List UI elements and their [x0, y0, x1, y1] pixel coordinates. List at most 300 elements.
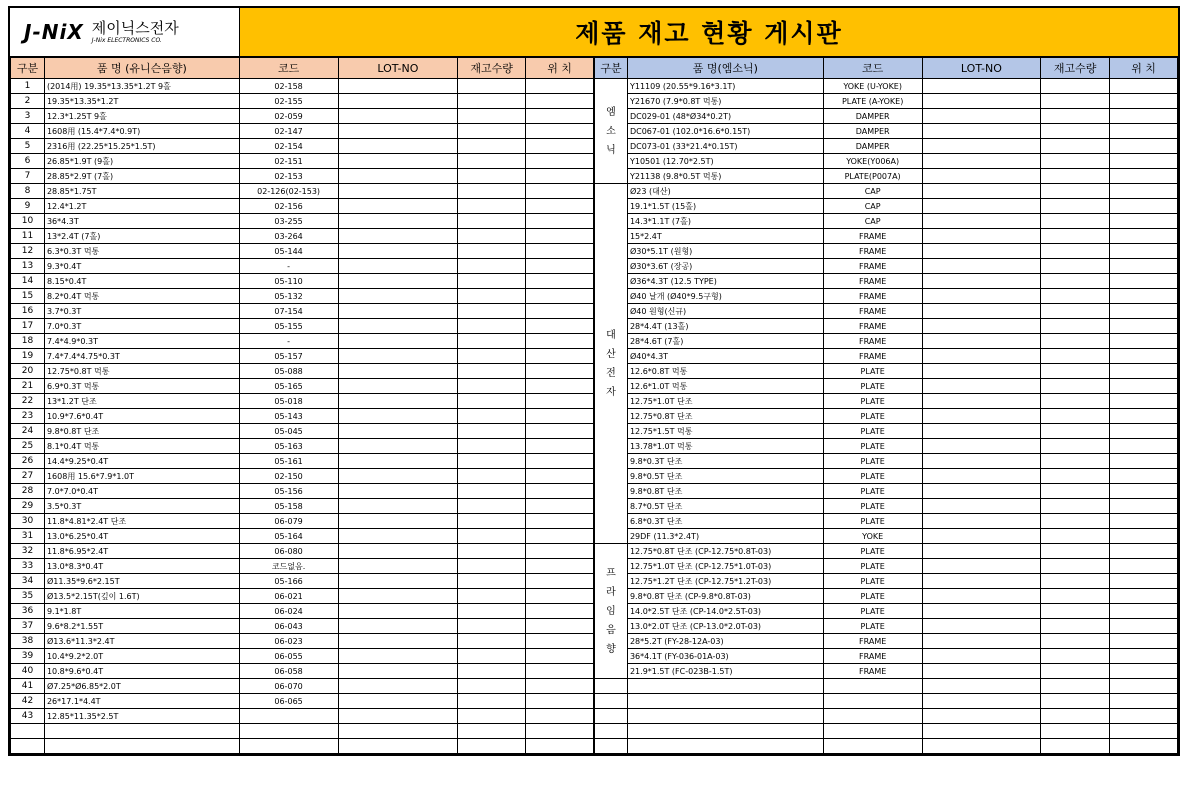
- location-cell[interactable]: [1110, 724, 1178, 739]
- stock-qty-cell[interactable]: [458, 589, 526, 604]
- location-cell[interactable]: [526, 229, 594, 244]
- stock-qty-cell[interactable]: [1041, 424, 1110, 439]
- lot-no-cell[interactable]: [338, 229, 458, 244]
- lot-no-cell[interactable]: [338, 619, 458, 634]
- location-cell[interactable]: [1110, 124, 1178, 139]
- location-cell[interactable]: [526, 184, 594, 199]
- stock-qty-cell[interactable]: [458, 379, 526, 394]
- stock-qty-cell[interactable]: [1041, 499, 1110, 514]
- stock-qty-cell[interactable]: [1041, 259, 1110, 274]
- lot-no-cell[interactable]: [922, 349, 1041, 364]
- location-cell[interactable]: [526, 424, 594, 439]
- row-number: 18: [11, 334, 45, 349]
- location-cell[interactable]: [526, 394, 594, 409]
- stock-qty-cell[interactable]: [458, 274, 526, 289]
- location-cell[interactable]: [1110, 469, 1178, 484]
- stock-qty-cell[interactable]: [1041, 619, 1110, 634]
- location-cell[interactable]: [1110, 634, 1178, 649]
- stock-qty-cell[interactable]: [458, 604, 526, 619]
- location-cell[interactable]: [1110, 544, 1178, 559]
- lot-no-cell[interactable]: [338, 679, 458, 694]
- lot-no-cell[interactable]: [922, 199, 1041, 214]
- stock-qty-cell[interactable]: [458, 154, 526, 169]
- stock-qty-cell[interactable]: [1041, 199, 1110, 214]
- stock-qty-cell[interactable]: [458, 259, 526, 274]
- stock-qty-cell[interactable]: [1041, 79, 1110, 94]
- location-cell[interactable]: [526, 379, 594, 394]
- lot-no-cell[interactable]: [922, 439, 1041, 454]
- lot-no-cell[interactable]: [922, 304, 1041, 319]
- stock-qty-cell[interactable]: [458, 79, 526, 94]
- lot-no-cell[interactable]: [922, 184, 1041, 199]
- lot-no-cell[interactable]: [922, 154, 1041, 169]
- stock-qty-cell[interactable]: [1041, 289, 1110, 304]
- location-cell[interactable]: [526, 259, 594, 274]
- location-cell[interactable]: [1110, 649, 1178, 664]
- table-row: [595, 289, 1178, 304]
- lot-no-cell[interactable]: [338, 664, 458, 679]
- location-cell[interactable]: [1110, 274, 1178, 289]
- location-cell[interactable]: [526, 199, 594, 214]
- location-cell[interactable]: [526, 409, 594, 424]
- lot-no-cell[interactable]: [338, 424, 458, 439]
- stock-qty-cell[interactable]: [458, 484, 526, 499]
- lot-no-cell[interactable]: [922, 559, 1041, 574]
- stock-qty-cell[interactable]: [1041, 304, 1110, 319]
- stock-qty-cell[interactable]: [458, 529, 526, 544]
- location-cell[interactable]: [1110, 739, 1178, 754]
- stock-qty-cell[interactable]: [458, 229, 526, 244]
- location-cell[interactable]: [526, 289, 594, 304]
- row-number: 23: [11, 409, 45, 424]
- lot-no-cell[interactable]: [338, 559, 458, 574]
- location-cell[interactable]: [526, 439, 594, 454]
- left-col-stock-qty: 재고수량: [458, 58, 526, 79]
- lot-no-cell[interactable]: [338, 379, 458, 394]
- location-cell[interactable]: [1110, 229, 1178, 244]
- group-label: [595, 709, 628, 724]
- stock-qty-cell[interactable]: [458, 199, 526, 214]
- location-cell[interactable]: [526, 664, 594, 679]
- location-cell[interactable]: [526, 109, 594, 124]
- lot-no-cell[interactable]: [922, 679, 1041, 694]
- stock-qty-cell[interactable]: [458, 214, 526, 229]
- product-name: 26.85*1.9T (9홀): [44, 154, 239, 169]
- stock-qty-cell[interactable]: [458, 424, 526, 439]
- location-cell[interactable]: [1110, 184, 1178, 199]
- stock-qty-cell[interactable]: [1041, 394, 1110, 409]
- lot-no-cell[interactable]: [338, 154, 458, 169]
- lot-no-cell[interactable]: [922, 169, 1041, 184]
- stock-qty-cell[interactable]: [458, 304, 526, 319]
- location-cell[interactable]: [526, 244, 594, 259]
- product-name: 1608用 15.6*7.9*1.0T: [44, 469, 239, 484]
- lot-no-cell[interactable]: [922, 724, 1041, 739]
- lot-no-cell[interactable]: [338, 739, 458, 754]
- lot-no-cell[interactable]: [922, 694, 1041, 709]
- stock-qty-cell[interactable]: [1041, 379, 1110, 394]
- stock-qty-cell[interactable]: [458, 514, 526, 529]
- stock-qty-cell[interactable]: [458, 709, 526, 724]
- stock-qty-cell[interactable]: [1041, 694, 1110, 709]
- location-cell[interactable]: [526, 364, 594, 379]
- location-cell[interactable]: [1110, 499, 1178, 514]
- location-cell[interactable]: [526, 169, 594, 184]
- location-cell[interactable]: [1110, 379, 1178, 394]
- stock-qty-cell[interactable]: [458, 454, 526, 469]
- product-name: Ø13.6*11.3*2.4T: [44, 634, 239, 649]
- stock-qty-cell[interactable]: [458, 349, 526, 364]
- stock-qty-cell[interactable]: [1041, 439, 1110, 454]
- location-cell[interactable]: [1110, 604, 1178, 619]
- lot-no-cell[interactable]: [338, 274, 458, 289]
- location-cell[interactable]: [1110, 214, 1178, 229]
- lot-no-cell[interactable]: [922, 94, 1041, 109]
- location-cell[interactable]: [526, 274, 594, 289]
- stock-qty-cell[interactable]: [458, 289, 526, 304]
- location-cell[interactable]: [526, 529, 594, 544]
- location-cell[interactable]: [1110, 94, 1178, 109]
- table-row: [595, 274, 1178, 289]
- stock-qty-cell[interactable]: [1041, 724, 1110, 739]
- stock-qty-cell[interactable]: [1041, 244, 1110, 259]
- table-row: [11, 319, 594, 334]
- location-cell[interactable]: [526, 514, 594, 529]
- lot-no-cell[interactable]: [338, 499, 458, 514]
- location-cell[interactable]: [526, 574, 594, 589]
- stock-qty-cell[interactable]: [1041, 139, 1110, 154]
- lot-no-cell[interactable]: [922, 139, 1041, 154]
- lot-no-cell[interactable]: [922, 469, 1041, 484]
- group-label: [595, 679, 628, 694]
- stock-qty-cell[interactable]: [1041, 334, 1110, 349]
- location-cell[interactable]: [1110, 589, 1178, 604]
- location-cell[interactable]: [1110, 439, 1178, 454]
- stock-qty-cell[interactable]: [1041, 514, 1110, 529]
- location-cell[interactable]: [1110, 619, 1178, 634]
- location-cell[interactable]: [526, 349, 594, 364]
- location-cell[interactable]: [526, 604, 594, 619]
- lot-no-cell[interactable]: [922, 319, 1041, 334]
- stock-qty-cell[interactable]: [458, 439, 526, 454]
- location-cell[interactable]: [1110, 424, 1178, 439]
- location-cell[interactable]: [1110, 664, 1178, 679]
- stock-qty-cell[interactable]: [458, 559, 526, 574]
- lot-no-cell[interactable]: [922, 484, 1041, 499]
- location-cell[interactable]: [526, 709, 594, 724]
- lot-no-cell[interactable]: [922, 664, 1041, 679]
- location-cell[interactable]: [526, 739, 594, 754]
- location-cell[interactable]: [526, 139, 594, 154]
- location-cell[interactable]: [526, 499, 594, 514]
- table-row: [595, 169, 1178, 184]
- table-row: [11, 394, 594, 409]
- location-cell[interactable]: [1110, 694, 1178, 709]
- stock-qty-cell[interactable]: [458, 364, 526, 379]
- stock-qty-cell[interactable]: [1041, 574, 1110, 589]
- stock-qty-cell[interactable]: [458, 664, 526, 679]
- lot-no-cell[interactable]: [338, 349, 458, 364]
- table-row: [595, 304, 1178, 319]
- location-cell[interactable]: [1110, 679, 1178, 694]
- lot-no-cell[interactable]: [338, 574, 458, 589]
- location-cell[interactable]: [526, 214, 594, 229]
- table-row: [11, 334, 594, 349]
- lot-no-cell[interactable]: [338, 484, 458, 499]
- stock-qty-cell[interactable]: [458, 109, 526, 124]
- location-cell[interactable]: [526, 79, 594, 94]
- lot-no-cell[interactable]: [922, 289, 1041, 304]
- lot-no-cell[interactable]: [338, 94, 458, 109]
- lot-no-cell[interactable]: [922, 364, 1041, 379]
- stock-qty-cell[interactable]: [1041, 709, 1110, 724]
- group-label-text: 대산전자: [606, 329, 616, 398]
- lot-no-cell[interactable]: [922, 274, 1041, 289]
- location-cell[interactable]: [1110, 364, 1178, 379]
- lot-no-cell[interactable]: [922, 244, 1041, 259]
- lot-no-cell[interactable]: [338, 184, 458, 199]
- stock-qty-cell[interactable]: [1041, 109, 1110, 124]
- product-name: 7.4*7.4*4.75*0.3T: [44, 349, 239, 364]
- lot-no-cell[interactable]: [922, 79, 1041, 94]
- lot-no-cell[interactable]: [338, 439, 458, 454]
- location-cell[interactable]: [1110, 394, 1178, 409]
- stock-qty-cell[interactable]: [1041, 319, 1110, 334]
- lot-no-cell[interactable]: [922, 634, 1041, 649]
- lot-no-cell[interactable]: [922, 514, 1041, 529]
- location-cell[interactable]: [1110, 154, 1178, 169]
- location-cell[interactable]: [526, 304, 594, 319]
- table-row: [595, 424, 1178, 439]
- location-cell[interactable]: [1110, 289, 1178, 304]
- location-cell[interactable]: [526, 619, 594, 634]
- lot-no-cell[interactable]: [922, 379, 1041, 394]
- lot-no-cell[interactable]: [338, 454, 458, 469]
- stock-qty-cell[interactable]: [458, 94, 526, 109]
- stock-qty-cell[interactable]: [1041, 544, 1110, 559]
- stock-qty-cell[interactable]: [458, 694, 526, 709]
- lot-no-cell[interactable]: [338, 649, 458, 664]
- location-cell[interactable]: [526, 94, 594, 109]
- lot-no-cell[interactable]: [338, 139, 458, 154]
- stock-qty-cell[interactable]: [458, 169, 526, 184]
- location-cell[interactable]: [526, 154, 594, 169]
- lot-no-cell[interactable]: [922, 544, 1041, 559]
- stock-qty-cell[interactable]: [1041, 124, 1110, 139]
- lot-no-cell[interactable]: [922, 409, 1041, 424]
- stock-qty-cell[interactable]: [1041, 409, 1110, 424]
- row-number: 8: [11, 184, 45, 199]
- stock-qty-cell[interactable]: [458, 499, 526, 514]
- stock-qty-cell[interactable]: [1041, 469, 1110, 484]
- lot-no-cell[interactable]: [338, 109, 458, 124]
- location-cell[interactable]: [526, 724, 594, 739]
- stock-qty-cell[interactable]: [1041, 184, 1110, 199]
- stock-qty-cell[interactable]: [1041, 154, 1110, 169]
- lot-no-cell[interactable]: [338, 124, 458, 139]
- lot-no-cell[interactable]: [338, 394, 458, 409]
- lot-no-cell[interactable]: [338, 709, 458, 724]
- lot-no-cell[interactable]: [338, 244, 458, 259]
- lot-no-cell[interactable]: [922, 649, 1041, 664]
- location-cell[interactable]: [1110, 79, 1178, 94]
- table-row: [11, 259, 594, 274]
- lot-no-cell[interactable]: [338, 79, 458, 94]
- stock-qty-cell[interactable]: [458, 724, 526, 739]
- lot-no-cell[interactable]: [338, 199, 458, 214]
- lot-no-cell[interactable]: [338, 319, 458, 334]
- table-row: [595, 409, 1178, 424]
- location-cell[interactable]: [526, 319, 594, 334]
- stock-qty-cell[interactable]: [1041, 454, 1110, 469]
- location-cell[interactable]: [526, 679, 594, 694]
- lot-no-cell[interactable]: [922, 214, 1041, 229]
- stock-qty-cell[interactable]: [458, 634, 526, 649]
- stock-qty-cell[interactable]: [458, 469, 526, 484]
- lot-no-cell[interactable]: [338, 169, 458, 184]
- location-cell[interactable]: [1110, 484, 1178, 499]
- product-code: PLATE: [823, 544, 922, 559]
- lot-no-cell[interactable]: [922, 454, 1041, 469]
- lot-no-cell[interactable]: [338, 409, 458, 424]
- stock-qty-cell[interactable]: [458, 124, 526, 139]
- stock-qty-cell[interactable]: [1041, 559, 1110, 574]
- stock-qty-cell[interactable]: [1041, 169, 1110, 184]
- stock-qty-cell[interactable]: [458, 394, 526, 409]
- lot-no-cell[interactable]: [922, 709, 1041, 724]
- table-row: [11, 589, 594, 604]
- stock-qty-cell[interactable]: [458, 619, 526, 634]
- lot-no-cell[interactable]: [338, 694, 458, 709]
- stock-qty-cell[interactable]: [458, 679, 526, 694]
- location-cell[interactable]: [1110, 409, 1178, 424]
- location-cell[interactable]: [1110, 244, 1178, 259]
- location-cell[interactable]: [1110, 334, 1178, 349]
- location-cell[interactable]: [526, 454, 594, 469]
- row-number: 22: [11, 394, 45, 409]
- stock-qty-cell[interactable]: [1041, 484, 1110, 499]
- location-cell[interactable]: [1110, 319, 1178, 334]
- lot-no-cell[interactable]: [922, 499, 1041, 514]
- location-cell[interactable]: [1110, 139, 1178, 154]
- stock-qty-cell[interactable]: [1041, 214, 1110, 229]
- location-cell[interactable]: [1110, 514, 1178, 529]
- stock-qty-cell[interactable]: [1041, 349, 1110, 364]
- stock-qty-cell[interactable]: [1041, 589, 1110, 604]
- location-cell[interactable]: [526, 544, 594, 559]
- lot-no-cell[interactable]: [338, 604, 458, 619]
- location-cell[interactable]: [1110, 109, 1178, 124]
- location-cell[interactable]: [526, 469, 594, 484]
- location-cell[interactable]: [526, 634, 594, 649]
- lot-no-cell[interactable]: [338, 304, 458, 319]
- stock-qty-cell[interactable]: [458, 409, 526, 424]
- lot-no-cell[interactable]: [338, 214, 458, 229]
- location-cell[interactable]: [526, 124, 594, 139]
- product-name: 12.75*1.0T 단조: [627, 394, 823, 409]
- lot-no-cell[interactable]: [922, 619, 1041, 634]
- table-row: [595, 634, 1178, 649]
- location-cell[interactable]: [1110, 259, 1178, 274]
- stock-qty-cell[interactable]: [1041, 649, 1110, 664]
- stock-qty-cell[interactable]: [458, 184, 526, 199]
- product-code: FRAME: [823, 334, 922, 349]
- stock-qty-cell[interactable]: [458, 649, 526, 664]
- lot-no-cell[interactable]: [922, 589, 1041, 604]
- lot-no-cell[interactable]: [922, 124, 1041, 139]
- location-cell[interactable]: [526, 559, 594, 574]
- stock-qty-cell[interactable]: [1041, 364, 1110, 379]
- lot-no-cell[interactable]: [922, 604, 1041, 619]
- lot-no-cell[interactable]: [922, 424, 1041, 439]
- lot-no-cell[interactable]: [338, 634, 458, 649]
- location-cell[interactable]: [526, 649, 594, 664]
- product-name: 12.75*1.5T 먹통: [627, 424, 823, 439]
- stock-qty-cell[interactable]: [1041, 679, 1110, 694]
- stock-qty-cell[interactable]: [1041, 274, 1110, 289]
- lot-no-cell[interactable]: [338, 514, 458, 529]
- location-cell[interactable]: [1110, 169, 1178, 184]
- lot-no-cell[interactable]: [922, 229, 1041, 244]
- lot-no-cell[interactable]: [338, 469, 458, 484]
- stock-qty-cell[interactable]: [1041, 664, 1110, 679]
- lot-no-cell[interactable]: [338, 334, 458, 349]
- location-cell[interactable]: [1110, 349, 1178, 364]
- lot-no-cell[interactable]: [922, 529, 1041, 544]
- stock-qty-cell[interactable]: [458, 574, 526, 589]
- row-number: 25: [11, 439, 45, 454]
- lot-no-cell[interactable]: [922, 334, 1041, 349]
- lot-no-cell[interactable]: [338, 364, 458, 379]
- stock-qty-cell[interactable]: [458, 319, 526, 334]
- product-code: 코드없음.: [239, 559, 338, 574]
- location-cell[interactable]: [526, 589, 594, 604]
- location-cell[interactable]: [1110, 304, 1178, 319]
- lot-no-cell[interactable]: [922, 574, 1041, 589]
- stock-qty-cell[interactable]: [1041, 229, 1110, 244]
- location-cell[interactable]: [1110, 574, 1178, 589]
- lot-no-cell[interactable]: [338, 529, 458, 544]
- location-cell[interactable]: [526, 694, 594, 709]
- lot-no-cell[interactable]: [922, 739, 1041, 754]
- stock-qty-cell[interactable]: [458, 244, 526, 259]
- stock-qty-cell[interactable]: [1041, 529, 1110, 544]
- location-cell[interactable]: [526, 334, 594, 349]
- location-cell[interactable]: [1110, 529, 1178, 544]
- stock-qty-cell[interactable]: [458, 334, 526, 349]
- lot-no-cell[interactable]: [922, 394, 1041, 409]
- lot-no-cell[interactable]: [338, 544, 458, 559]
- stock-qty-cell[interactable]: [1041, 634, 1110, 649]
- stock-qty-cell[interactable]: [1041, 604, 1110, 619]
- location-cell[interactable]: [1110, 454, 1178, 469]
- lot-no-cell[interactable]: [922, 109, 1041, 124]
- lot-no-cell[interactable]: [338, 589, 458, 604]
- location-cell[interactable]: [1110, 199, 1178, 214]
- stock-qty-cell[interactable]: [1041, 94, 1110, 109]
- stock-qty-cell[interactable]: [458, 139, 526, 154]
- stock-qty-cell[interactable]: [1041, 739, 1110, 754]
- stock-qty-cell[interactable]: [458, 739, 526, 754]
- location-cell[interactable]: [526, 484, 594, 499]
- lot-no-cell[interactable]: [338, 259, 458, 274]
- lot-no-cell[interactable]: [338, 724, 458, 739]
- location-cell[interactable]: [1110, 559, 1178, 574]
- location-cell[interactable]: [1110, 709, 1178, 724]
- lot-no-cell[interactable]: [922, 259, 1041, 274]
- lot-no-cell[interactable]: [338, 289, 458, 304]
- stock-qty-cell[interactable]: [458, 544, 526, 559]
